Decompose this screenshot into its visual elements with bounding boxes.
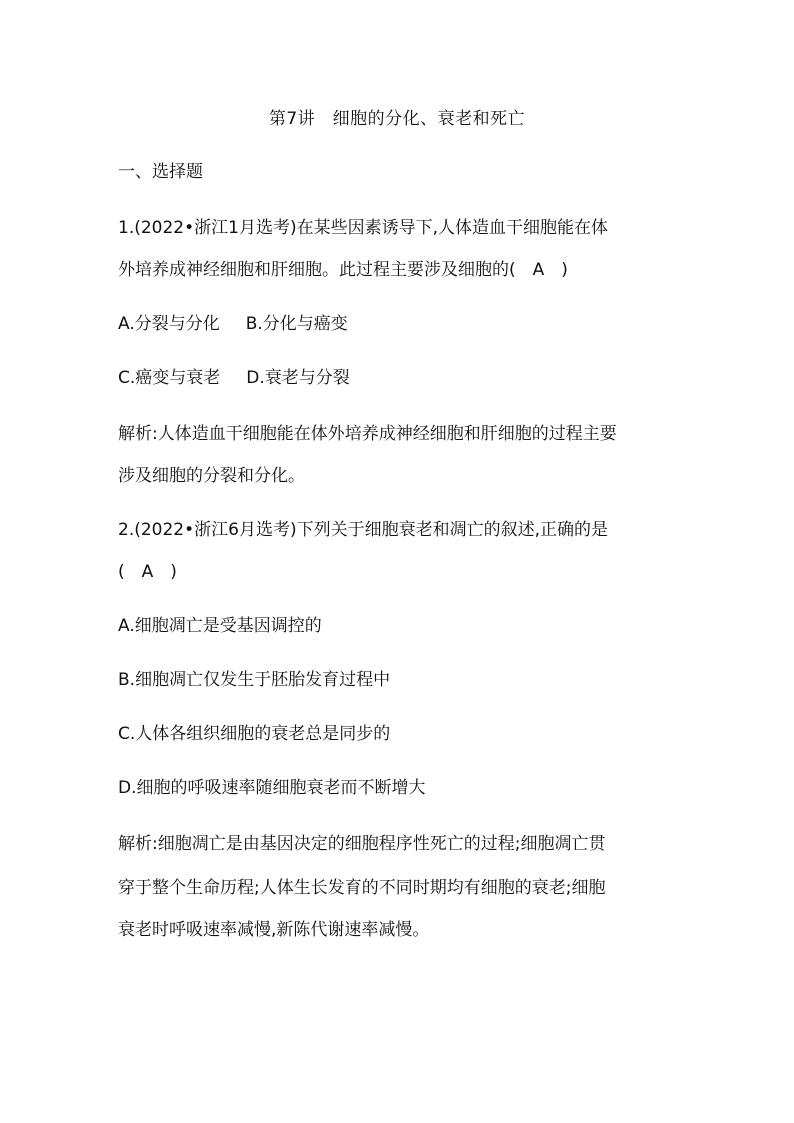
q1-options-row-1 xyxy=(118,312,688,336)
q1-analysis-line-1: 解析:人体造血干细胞能在体外培养成神经细胞和肝细胞的过程主要 xyxy=(118,424,617,444)
q1-stem-line-2: 外培养成神经细胞和肝细胞。此过程主要涉及细胞的( A ) xyxy=(118,260,568,280)
q2-option-a: A.细胞凋亡是受基因调控的 xyxy=(118,616,322,636)
q2-option-c: C.人体各组织细胞的衰老总是同步的 xyxy=(118,724,391,744)
section-heading: 一、选择题 xyxy=(118,162,203,182)
q1-option-b: B.分化与癌变 xyxy=(245,314,348,334)
q1-analysis-line-2: 涉及细胞的分裂和分化。 xyxy=(118,466,305,486)
q1-option-a: A.分裂与分化 xyxy=(118,314,220,334)
q2-stem-line-1: 2.(2022•浙江6月选考)下列关于细胞衰老和凋亡的叙述,正确的是 xyxy=(118,520,608,540)
page-title: 第7讲 细胞的分化、衰老和死亡 xyxy=(268,109,526,129)
q2-analysis-line-3: 衰老时呼吸速率减慢,新陈代谢速率减慢。 xyxy=(118,920,430,940)
q2-option-b: B.细胞凋亡仅发生于胚胎发育过程中 xyxy=(118,670,391,690)
q2-option-d: D.细胞的呼吸速率随细胞衰老而不断增大 xyxy=(118,778,426,798)
q1-option-d: D.衰老与分裂 xyxy=(246,368,350,388)
q2-analysis-line-2: 穿于整个生命历程;人体生长发育的不同时期均有细胞的衰老;细胞 xyxy=(118,878,606,898)
q1-option-c: C.癌变与衰老 xyxy=(118,368,221,388)
q1-options-row-2 xyxy=(118,366,688,390)
q1-stem-line-1: 1.(2022•浙江1月选考)在某些因素诱导下,人体造血干细胞能在体 xyxy=(118,218,608,238)
q2-analysis-line-1: 解析:细胞凋亡是由基因决定的细胞程序性死亡的过程;细胞凋亡贯 xyxy=(118,834,606,854)
q2-stem-line-2: ( A ) xyxy=(118,562,177,582)
